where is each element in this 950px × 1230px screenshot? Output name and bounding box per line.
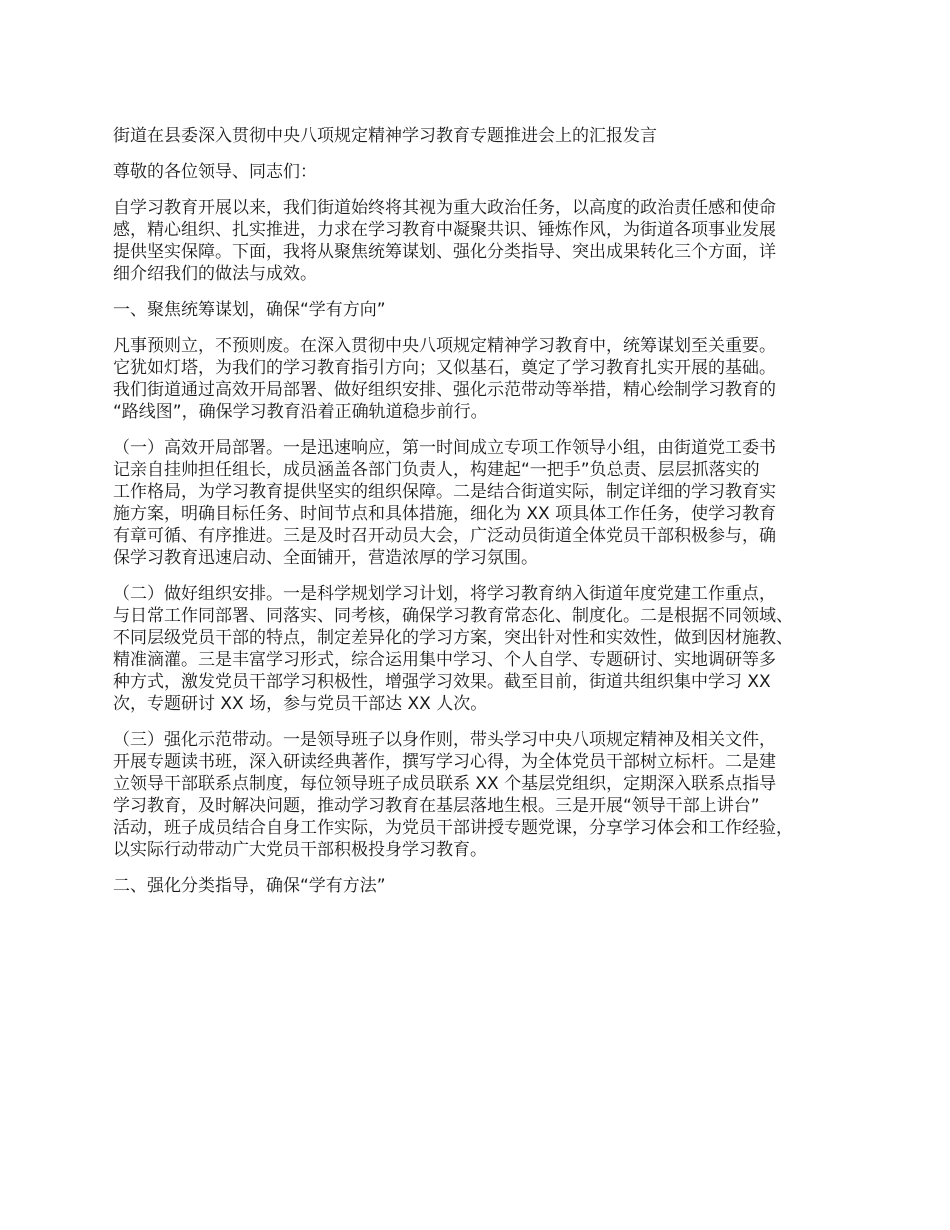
- subsection-1-paragraph: （一）高效开局部署。一是迅速响应，第一时间成立专项工作领导小组，由街道党工委书 记亲自挂帅担任组长，成员涵盖各部门负责人，构建起“一把手”负总责、层层抓落实的 工作格局，为学习教育提供坚实的组织保障。二是结合街道实际，制定详细的学习教育实 施方案，明确目标任务、时间节点和具体措施，细化为 XX 项具体工作任务，使学习教育 有章可循、有序推进。三是及时召开动员大会，广泛动员街道全体党员干部积极参与，确 保学习教育迅速启动、全面铺开，营造浓厚的学习氛围。: [113, 438, 777, 568]
- salutation: 尊敬的各位领导、同志们：: [113, 162, 317, 182]
- intro-paragraph: 自学习教育开展以来，我们街道始终将其视为重大政治任务，以高度的政治责任感和使命 感，精心组织、扎实推进，力求在学习教育中凝聚共识、锤炼作风，为街道各项事业发展 提供坚实保障。下面，我将从聚焦统筹谋划、强化分类指导、突出成果转化三个方面，详 细介绍我们的做法与成效。: [113, 198, 776, 284]
- section-1-heading: 一、聚焦统筹谋划，确保“学有方向”: [113, 300, 386, 320]
- document-title: 街道在县委深入贯彻中央八项规定精神学习教育专题推进会上的汇报发言: [113, 126, 657, 146]
- section-1-paragraph: 凡事预则立，不预则废。在深入贯彻中央八项规定精神学习教育中，统筹谋划至关重要。 它犹如灯塔，为我们的学习教育指引方向；又似基石，奠定了学习教育扎实开展的基础。 我们街道通过高效开局部署、做好组织安排、强化示范带动等举措，精心绘制学习教育的 “路线图”，确保学习教育沿着正确轨道稳步前行。: [113, 336, 776, 422]
- subsection-3-paragraph: （三）强化示范带动。一是领导班子以身作则，带头学习中央八项规定精神及相关文件， 开展专题读书班，深入研读经典著作，撰写学习心得，为全体党员干部树立标杆。二是建 立领导干部联系点制度，每位领导班子成员联系 XX 个基层党组织，定期深入联系点指导 学习教育，及时解决问题，推动学习教育在基层落地生根。三是开展“领导干部上讲台” 活动，班子成员结合自身工作实际，为党员干部讲授专题党课，分享学习体会和工作经验， 以实际行动带动广大党员干部积极投身学习教育。: [113, 730, 793, 860]
- section-2-heading: 二、强化分类指导，确保“学有方法”: [113, 876, 386, 896]
- subsection-2-paragraph: （二）做好组织安排。一是科学规划学习计划，将学习教育纳入街道年度党建工作重点， 与日常工作同部署、同落实、同考核，确保学习教育常态化、制度化。二是根据不同领域、 不同层级党员干部的特点，制定差异化的学习方案，突出针对性和实效性，做到因材施教、 精准滴灌。三是丰富学习形式，综合运用集中学习、个人自学、专题研讨、实地调研等多 种方式，激发党员干部学习积极性，增强学习效果。截至目前，街道共组织集中学习 XX 次，专题研讨 XX 场，参与党员干部达 XX 人次。: [113, 584, 793, 714]
- document-body: [113, 125, 857, 911]
